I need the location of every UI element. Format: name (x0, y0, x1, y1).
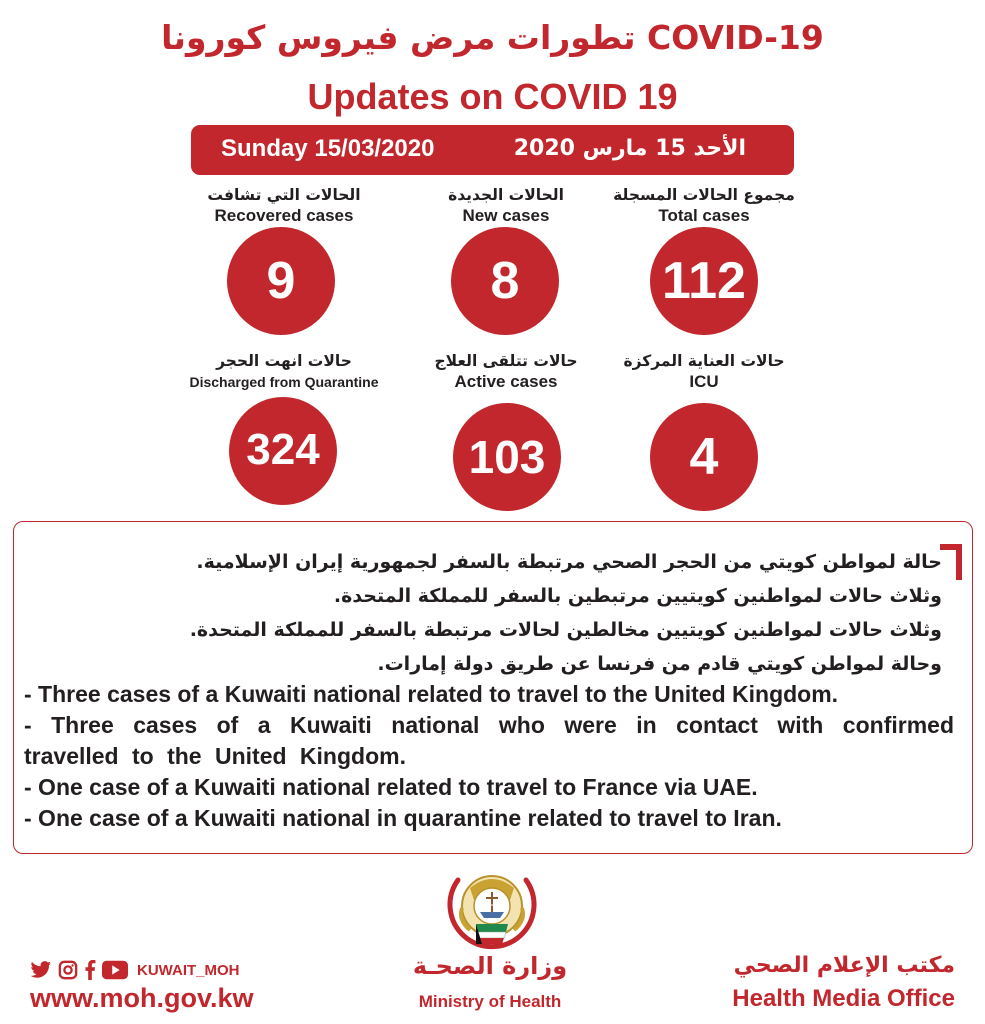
kuwait-emblem-icon (440, 860, 544, 960)
info-box (13, 521, 973, 854)
stat-total (574, 184, 834, 226)
date-arabic: الأحد 15 مارس 2020 (513, 136, 746, 161)
title-english: Updates on COVID 19 (307, 76, 678, 117)
info-ar-line: وثلاث حالات لمواطنين كويتيين مخالطين لحالات مرتبطة بالسفر للمملكة المتحدة. (189, 619, 942, 641)
stat-total-label-en: Total cases (658, 206, 750, 225)
stat-total-label-ar: مجموع الحالات المسجلة (613, 186, 795, 204)
stat-icu-label-en: ICU (689, 372, 719, 391)
stat-active-label-en: Active cases (454, 372, 558, 391)
stat-discharged-label-en: Discharged from Quarantine (189, 374, 379, 390)
info-en-line: travelled to the United Kingdom. (24, 743, 406, 769)
stat-recovered-label-ar: الحالات التي تشافت (207, 186, 361, 204)
date-english: Sunday 15/03/2020 (221, 135, 435, 162)
info-en-line: - One case of a Kuwaiti national in quarantine related to travel to Iran. (24, 805, 782, 831)
stat-new-value: 8 (451, 227, 559, 335)
website-link[interactable]: www.moh.gov.kw (30, 983, 254, 1013)
corner-accent (940, 544, 962, 580)
stat-recovered (154, 184, 414, 226)
title-arabic: تطورات مرض فيروس كورونا COVID-19 (161, 18, 824, 57)
info-en-line: - Three cases of a Kuwaiti national related to travel to the United Kingdom. (24, 681, 839, 707)
info-arabic (182, 545, 942, 681)
stat-recovered-label-en: Recovered cases (214, 206, 354, 225)
stat-active-label-ar: حالات تتلقى العلاج (434, 352, 578, 370)
facebook-icon[interactable] (84, 960, 96, 980)
stat-active-value: 103 (453, 403, 561, 511)
stat-discharged-label-ar: حالات انهت الحجر (216, 352, 352, 370)
twitter-icon[interactable] (30, 960, 52, 980)
date-bar (191, 125, 794, 175)
youtube-icon[interactable] (102, 960, 128, 980)
stat-icu-value: 4 (650, 403, 758, 511)
stat-icu-label-ar: حالات العناية المركزة (623, 352, 785, 370)
info-ar-line: وثلاث حالات لمواطنين كويتيين مرتبطين بالسفر للمملكة المتحدة. (333, 585, 942, 607)
ministry-name-arabic: وزارة الصحـة (412, 952, 568, 980)
stat-new-label-ar: الحالات الجديدة (448, 186, 564, 204)
office-name-arabic: مكتب الإعلام الصحي (733, 953, 955, 978)
info-ar-line: وحالة لمواطن كويتي قادم من فرنسا عن طريق دولة إمارات. (377, 653, 942, 675)
info-en-line: - Three cases of a Kuwaiti national who were in contact with confirmed (24, 712, 954, 738)
info-english (24, 679, 954, 834)
office-name-english: Health Media Office (732, 985, 955, 1012)
stat-new-label-en: New cases (462, 206, 550, 225)
info-ar-line: حالة لمواطن كويتي من الحجر الصحي مرتبطة بالسفر لجمهورية إيران الإسلامية. (196, 551, 942, 573)
ministry-name-english: Ministry of Health (418, 992, 562, 1011)
info-en-line: - One case of a Kuwaiti national related to travel to France via UAE. (24, 774, 758, 800)
stat-total-value: 112 (650, 227, 758, 335)
stat-recovered-value: 9 (227, 227, 335, 335)
stat-icu (574, 350, 834, 392)
instagram-icon[interactable] (58, 960, 78, 980)
stat-discharged (154, 350, 414, 392)
social-handle[interactable]: KUWAIT_MOH (137, 961, 240, 979)
stat-discharged-value: 324 (229, 397, 337, 505)
social-links (30, 960, 240, 980)
